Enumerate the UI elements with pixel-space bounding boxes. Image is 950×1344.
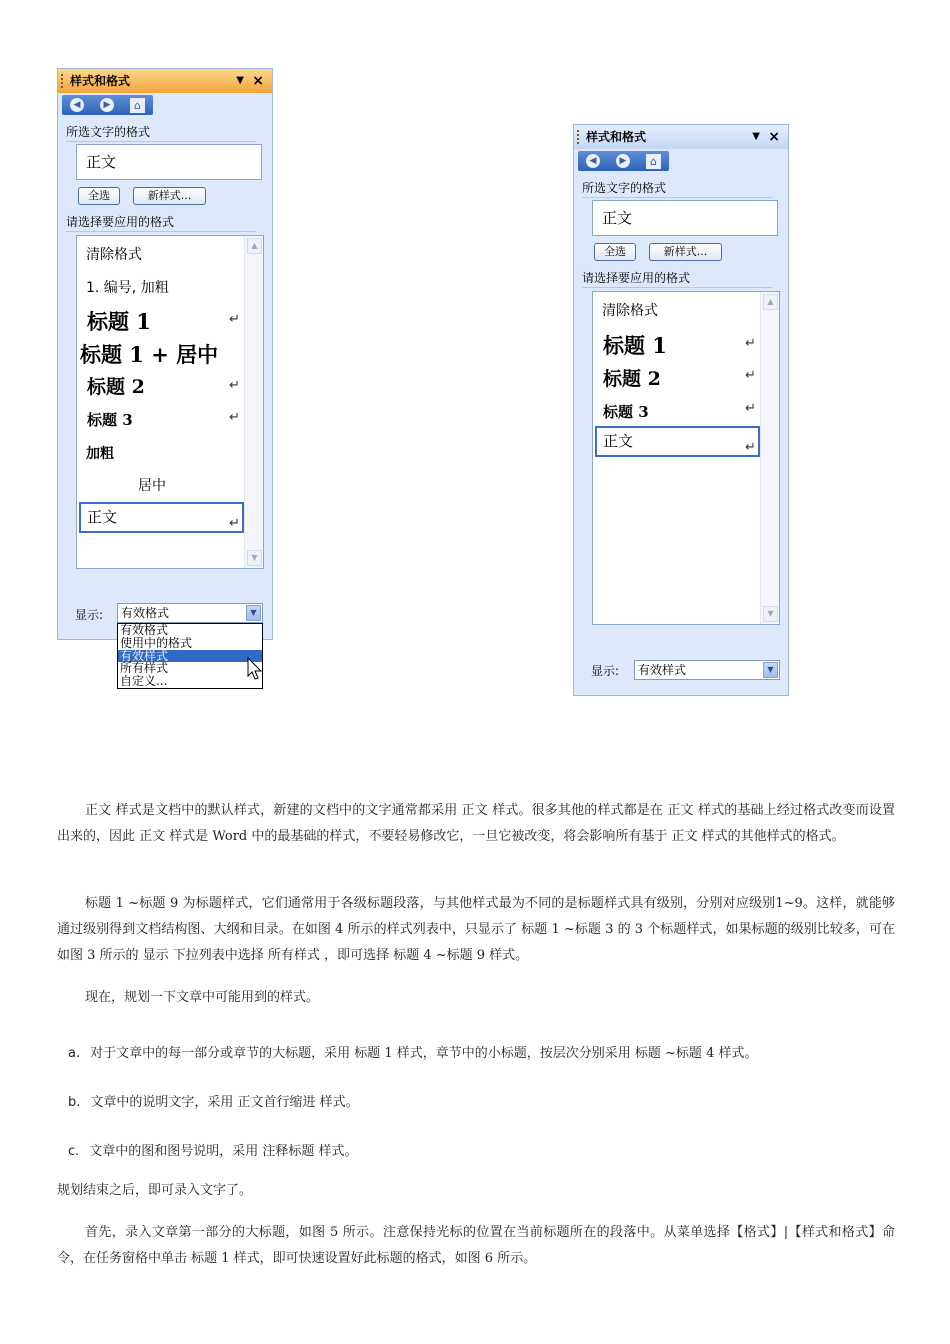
scroll-up-icon[interactable]: ▲ xyxy=(247,238,262,254)
pane-title: 样式和格式 xyxy=(586,130,647,144)
display-select-value: 有效格式 xyxy=(121,606,170,620)
list-text: 文章中的图和图号说明，采用 注释标题 样式。 xyxy=(89,1144,358,1159)
home-icon[interactable]: ⌂ xyxy=(130,98,145,113)
pane-menu-arrow-icon[interactable]: ▼ xyxy=(752,131,760,142)
selected-text-format-label: 所选文字的格式 xyxy=(66,123,256,142)
display-option[interactable]: 使用中的格式 xyxy=(120,635,193,650)
close-icon[interactable]: × xyxy=(252,73,264,89)
return-mark-icon: ↵ xyxy=(745,368,756,383)
scroll-down-icon[interactable]: ▼ xyxy=(763,606,778,622)
display-option[interactable]: 有效格式 xyxy=(120,623,169,637)
return-mark-icon: ↵ xyxy=(745,336,756,351)
new-style-button[interactable]: 新样式... xyxy=(133,187,206,205)
list-scrollbar[interactable] xyxy=(244,236,263,568)
home-icon[interactable]: ⌂ xyxy=(646,154,661,169)
pane-title-bar xyxy=(574,125,788,149)
apply-format-label: 请选择要应用的格式 xyxy=(582,269,772,288)
display-label: 显示: xyxy=(75,608,104,622)
grip-icon[interactable] xyxy=(61,74,65,88)
style-item-heading2[interactable]: 标题 2 xyxy=(87,376,145,398)
current-format-box: 正文 xyxy=(76,144,262,180)
style-item-heading1[interactable]: 标题 1 xyxy=(87,309,151,334)
new-style-button[interactable]: 新样式... xyxy=(649,243,722,261)
style-item-heading1[interactable]: 标题 1 xyxy=(603,333,667,358)
style-item-clear[interactable]: 清除格式 xyxy=(602,303,658,319)
forward-icon[interactable]: ▶ xyxy=(100,98,114,112)
style-item-center[interactable]: 居中 xyxy=(138,478,166,494)
return-mark-icon: ↵ xyxy=(229,378,240,393)
pane-title-bar xyxy=(58,69,272,93)
mouse-pointer-icon xyxy=(247,657,263,681)
select-all-button[interactable]: 全选 xyxy=(594,243,636,261)
style-item-bold[interactable]: 加粗 xyxy=(86,446,114,462)
apply-format-label: 请选择要应用的格式 xyxy=(66,213,256,232)
display-label: 显示: xyxy=(591,664,620,678)
list-marker: a. xyxy=(68,1046,81,1061)
scroll-up-icon[interactable]: ▲ xyxy=(763,294,778,310)
list-marker: b. xyxy=(68,1095,81,1110)
return-mark-icon: ↵ xyxy=(745,440,756,455)
pane-menu-arrow-icon[interactable]: ▼ xyxy=(236,75,244,86)
close-icon[interactable]: × xyxy=(768,129,780,145)
return-mark-icon: ↵ xyxy=(229,410,240,425)
display-select[interactable] xyxy=(634,660,780,680)
chevron-down-icon[interactable]: ▼ xyxy=(763,662,778,678)
style-item-heading1-center[interactable]: 标题 1 + 居中 xyxy=(80,342,219,367)
return-mark-icon: ↵ xyxy=(229,312,240,327)
paragraph-first-heading: 首先，录入文章第一部分的大标题，如图 5 所示。注意保持光标的位置在当前标题所在的段落中。从菜单选择【格式】|【样式和格式】命令，在任务窗格中单击 标题 1 样式，即可快速设置好此标题的格式，如图 6 所示。 xyxy=(57,1225,895,1266)
return-mark-icon: ↵ xyxy=(745,401,756,416)
scroll-down-icon[interactable]: ▼ xyxy=(247,550,262,566)
pane-nav-bar xyxy=(62,95,153,115)
display-dropdown-list xyxy=(117,623,263,689)
list-item xyxy=(68,1142,358,1162)
style-item-heading3[interactable]: 标题 3 xyxy=(87,411,133,429)
style-item-clear[interactable]: 清除格式 xyxy=(86,247,142,263)
select-all-button[interactable]: 全选 xyxy=(78,187,120,205)
back-icon[interactable]: ◀ xyxy=(70,98,84,112)
display-option[interactable]: 所有样式 xyxy=(120,661,169,676)
forward-icon[interactable]: ▶ xyxy=(616,154,630,168)
style-item-label: 正文 xyxy=(603,432,634,450)
display-select-value: 有效样式 xyxy=(638,663,687,677)
styles-list xyxy=(592,291,780,625)
list-item xyxy=(68,1093,359,1113)
display-option[interactable]: 自定义... xyxy=(120,674,168,689)
style-item-heading2[interactable]: 标题 2 xyxy=(603,368,661,390)
list-scrollbar[interactable] xyxy=(760,292,779,624)
pane-nav-bar xyxy=(578,151,669,171)
paragraph-plan-styles: 现在，规划一下文章中可能用到的样式。 xyxy=(85,990,320,1005)
grip-icon[interactable] xyxy=(577,130,581,144)
styles-list xyxy=(76,235,264,569)
list-marker: c. xyxy=(68,1144,80,1159)
styles-formatting-pane-right xyxy=(573,124,789,696)
display-option-highlighted[interactable]: 有效样式 xyxy=(118,650,262,663)
paragraph-heading-styles: 标题 1 ~标题 9 为标题样式，它们通常用于各级标题段落，与其他样式最为不同的是标题样式具有级别，分别对应级别1~9。这样，就能够通过级别得到文档结构图、大纲和目录。在如图 4 所示的样式列表中，只显示了 标题 1 ~标题 3 的 3 个标题样式，如果标题的级别比较多，可在如图 3 所示的 显示 下拉列表中选择 所有样式 ，即可选择 标题 4 ~标题 9 样式。 xyxy=(57,896,895,963)
style-item-normal-selected[interactable] xyxy=(79,502,244,533)
paragraph-normal-style: 正文 样式是文档中的默认样式，新建的文档中的文字通常都采用 正文 样式。很多其他的样式都是在 正文 样式的基础上经过格式改变而设置出来的，因此 正文 样式是 Word 中的最基础的样式，不要轻易修改它，一旦它被改变，将会影响所有基于 正文 样式的其他样式的格式。 xyxy=(57,803,895,844)
selected-text-format-label: 所选文字的格式 xyxy=(582,179,772,198)
list-text: 对于文章中的每一部分或章节的大标题，采用 标题 1 样式，章节中的小标题，按层次分别采用 标题 ~标题 4 样式。 xyxy=(90,1046,758,1061)
pane-title: 样式和格式 xyxy=(70,74,131,88)
style-item-numbered-bold[interactable]: 1. 编号, 加粗 xyxy=(86,280,169,296)
list-item xyxy=(68,1044,757,1064)
list-text: 文章中的说明文字，采用 正文首行缩进 样式。 xyxy=(90,1095,359,1110)
return-mark-icon: ↵ xyxy=(229,516,240,531)
style-item-label: 正文 xyxy=(87,508,118,526)
styles-formatting-pane-left xyxy=(57,68,273,640)
current-format-box: 正文 xyxy=(592,200,778,236)
style-item-normal-selected[interactable] xyxy=(595,426,760,457)
paragraph-plan-done: 规划结束之后，即可录入文字了。 xyxy=(57,1183,253,1198)
display-select[interactable] xyxy=(117,603,263,623)
style-item-heading3[interactable]: 标题 3 xyxy=(603,403,649,421)
back-icon[interactable]: ◀ xyxy=(586,154,600,168)
chevron-down-icon[interactable]: ▼ xyxy=(246,605,261,621)
